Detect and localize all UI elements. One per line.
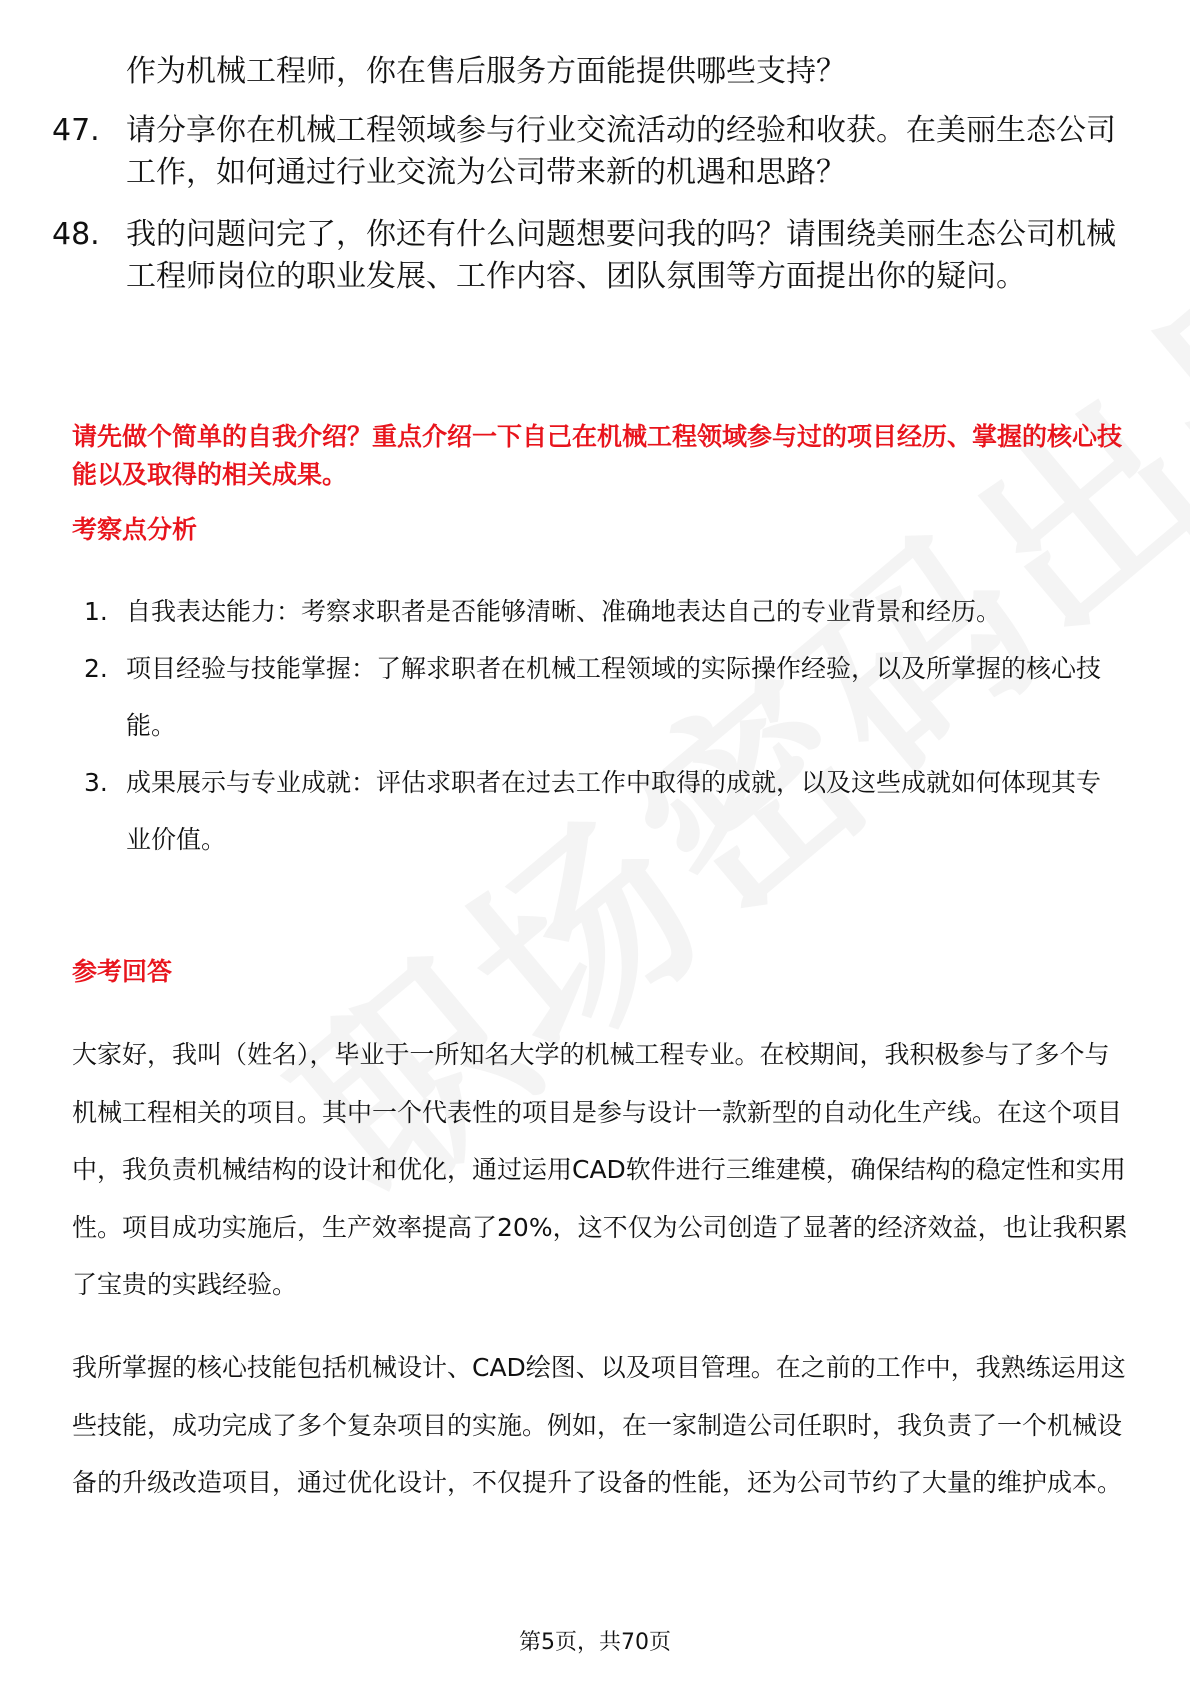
question-item [52,110,1122,194]
analysis-item [84,754,1124,868]
question-number: 48. [52,217,100,252]
analysis-text: 自我表达能力：考察求职者是否能够清晰、准确地表达自己的专业背景和经历。 [126,597,1002,626]
answer-paragraph: 我所掌握的核心技能包括机械设计、CAD绘图、以及项目管理。在之前的工作中，我熟练运用这些技能，成功完成了多个复杂项目的实施。例如，在一家制造公司任职时，我负责了一个机械设备的升级改造项目，通过优化设计，不仅提升了设备的性能，还为公司节约了大量的维护成本。 [72,1353,1126,1497]
interview-question-headline: 请先做个简单的自我介绍？重点介绍一下自己在机械工程领域参与过的项目经历、掌握的核心技能以及取得的相关成果。 [72,422,1123,489]
analysis-item [84,640,1124,754]
analysis-number: 3. [84,768,108,797]
analysis-list [84,583,1124,868]
analysis-section-title: 考察点分析 [72,515,198,544]
answer-section-title: 参考回答 [72,957,173,986]
analysis-number: 2. [84,654,108,683]
analysis-number: 1. [84,597,108,626]
question-text: 我的问题问完了，你还有什么问题想要问我的吗？请围绕美丽生态公司机械工程师岗位的职业发展、工作内容、团队氛围等方面提出你的疑问。 [126,217,1116,294]
question-list [52,110,1122,318]
analysis-text: 项目经验与技能掌握：了解求职者在机械工程领域的实际操作经验，以及所掌握的核心技能。 [126,654,1102,740]
analysis-item [84,583,1124,640]
question-number: 47. [52,113,100,148]
question-text: 请分享你在机械工程领域参与行业交流活动的经验和收获。在美丽生态公司工作，如何通过行业交流为公司带来新的机遇和思路？ [126,113,1116,190]
question-item [52,214,1122,298]
analysis-text: 成果展示与专业成就：评估求职者在过去工作中取得的成就，以及这些成就如何体现其专业价值。 [126,768,1102,854]
question-continuation: 作为机械工程师，你在售后服务方面能提供哪些支持？ [126,54,846,89]
page-footer: 第5页，共70页 [519,1630,671,1655]
answer-paragraph: 大家好，我叫（姓名），毕业于一所知名大学的机械工程专业。在校期间，我积极参与了多个与机械工程相关的项目。其中一个代表性的项目是参与设计一款新型的自动化生产线。在这个项目中，我负责机械结构的设计和优化，通过运用CAD软件进行三维建模，确保结构的稳定性和实用性。项目成功实施后，生产效率提高了20%，这不仅为公司创造了显著的经济效益，也让我积累了宝贵的实践经验。 [72,1040,1128,1299]
